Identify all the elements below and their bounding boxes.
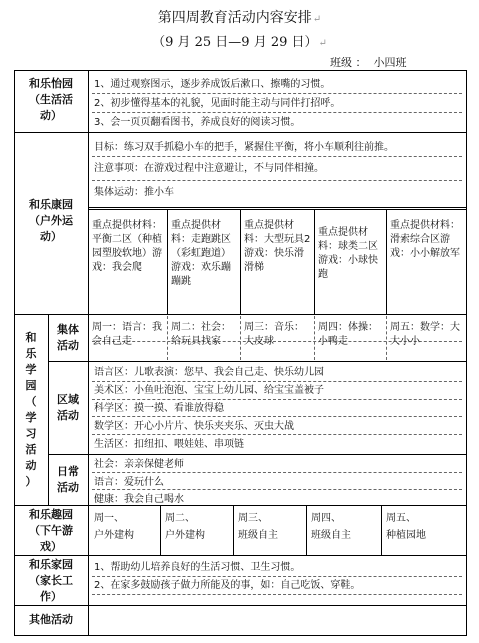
outdoor-area-cell: 重点提供材料：走跑跳区（彩虹跑道）游戏：欢乐蹦蹦跳: [171, 220, 231, 287]
date-range: （9 月 25 日—9 月 29 日）↵: [152, 35, 327, 50]
outdoor-notice: 注意事项：在游戏过程中注意避让，不与同伴相撞。: [94, 163, 324, 174]
daily-activity-item: 健康：我会自己喝水: [94, 494, 184, 505]
afternoon-day-cell: 周三、 班级自主: [238, 513, 278, 541]
life-section-label: 和乐怡园 （生活活 动）: [29, 77, 73, 122]
class-label: 班级 ： 小四班: [330, 56, 407, 69]
life-item: 1、通过观察图示，逐步养成饭后漱口、擦嘴的习惯。: [94, 79, 331, 90]
outdoor-area-cell: 重点提供材料：大型玩具2游戏：快乐滑滑梯: [244, 220, 311, 273]
paragraph-mark-icon: ↵: [312, 14, 322, 25]
home-section-label: 和乐家园 （家长工 作）: [29, 558, 73, 603]
other-section-label: 其他活动: [29, 613, 73, 626]
area-activity-item: 语言区：儿歌表演：您早、我会自己走、快乐幼儿园: [94, 367, 324, 378]
daily-activity-item: 语言：爱玩什么: [94, 477, 164, 488]
collective-day-cell: 周三：音乐：大皮球: [244, 322, 304, 347]
area-activity-label: 区域 活动: [57, 393, 79, 422]
outdoor-section-label: 和乐康园 （户外运 动）: [29, 198, 73, 243]
collective-day-cell: 周五：数学：大大小小: [390, 322, 460, 347]
collective-day-cell: 周一：语言：我会自己走: [92, 322, 162, 347]
afternoon-day-cell: 周一、 户外建构: [94, 513, 134, 541]
outdoor-area-cell: 重点提供材料：平衡二区（种植园塑胶软地）游戏：我会爬: [92, 220, 162, 273]
home-item: 2、在家多鼓励孩子做力所能及的事，如：自己吃饭、穿鞋。: [94, 580, 361, 591]
outdoor-area-cell: 重点提供材料：滑索综合区游戏：小小解放军: [390, 220, 460, 259]
life-item: 2、初步懂得基本的礼貌，见面时能主动与同伴打招呼。: [94, 98, 341, 109]
collective-day-cell: 周二：社会：给玩具找家: [171, 322, 231, 347]
outdoor-group-activity: 集体运动：推小车: [94, 187, 174, 198]
page-title: 第四周教育活动内容安排↵: [157, 10, 322, 26]
afternoon-day-cell: 周五、 种植园地: [386, 513, 426, 541]
daily-activity-item: 社会：亲亲保健老师: [94, 459, 184, 470]
outdoor-goal: 目标：练习双手抓稳小车的把手，紧握住平衡，将小车顺利往前推。: [94, 142, 394, 153]
afternoon-day-cell: 周四、 班级自主: [311, 513, 351, 541]
outdoor-area-cell: 重点提供材料：球类二区游戏：小球快跑: [318, 227, 378, 280]
home-item: 1、帮助幼儿培养良好的生活习惯、卫生习惯。: [94, 562, 301, 573]
collective-activity-label: 集体 活动: [57, 323, 79, 352]
area-activity-item: 生活区：扣纽扣、喂娃娃、串项链: [94, 439, 244, 450]
collective-day-cell: 周四：体操：小鸭走: [318, 322, 378, 347]
area-activity-item: 科学区：摸一摸、看谁放得稳: [94, 403, 224, 414]
afternoon-section-label: 和乐趣园 （下午游 戏）: [29, 508, 73, 553]
area-activity-item: 数学区：开心小片片、快乐夹夹乐、灭虫大战: [94, 421, 294, 432]
daily-activity-label: 日常 活动: [57, 465, 79, 494]
area-activity-item: 美术区：小鱼吐泡泡、宝宝上幼儿园、给宝宝盖被子: [94, 385, 324, 396]
life-item: 3、会一页页翻看图书，养成良好的阅读习惯。: [94, 117, 301, 128]
paragraph-mark-icon: ↵: [318, 38, 327, 49]
afternoon-day-cell: 周二、 户外建构: [165, 513, 205, 541]
learning-section-label: 和 乐 学 园 （ 学 习 活 动 ）: [25, 331, 37, 488]
